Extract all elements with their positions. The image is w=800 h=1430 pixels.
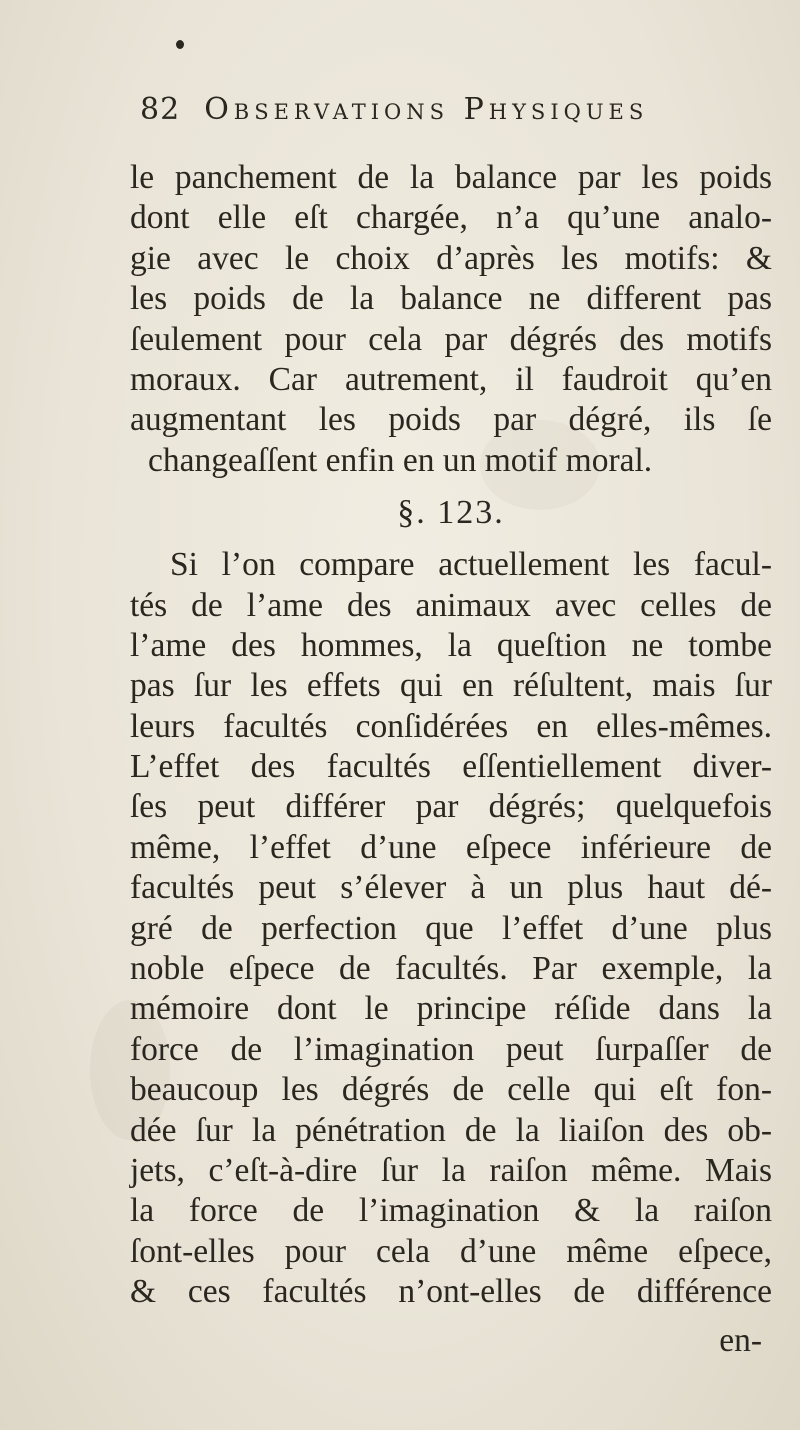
running-title: Observations Physiques <box>204 92 649 127</box>
text-line: augmentant les poids par dégré, ils ſe <box>130 401 772 439</box>
text-line: Si l’on compare actuellement les facul- <box>170 546 772 584</box>
text-line: & ces facultés n’ont-elles de différence <box>130 1273 772 1311</box>
text-line: tés de l’ame des animaux avec celles de <box>130 586 772 624</box>
text-line: L’effet des facultés eſſentiellement diver- <box>130 748 772 786</box>
text-line: moraux. Car autrement, il faudroit qu’en <box>130 360 772 398</box>
text-line: gré de perfection que l’effet d’une plus <box>130 909 772 947</box>
text-line: ſeulement pour cela par dégrés des motifs <box>130 320 772 358</box>
text-line: jets, c’eſt-à-dire ſur la raiſon même. Mais <box>130 1151 772 1189</box>
text-line: même, l’effet d’une eſpece inférieure de <box>130 828 772 866</box>
text-line: changeaſſent enfin en un motif moral. <box>148 441 653 479</box>
page-header <box>140 92 780 142</box>
text-line: beaucoup les dégrés de celle qui eſt fon- <box>130 1071 772 1109</box>
text-line: mémoire dont le principe réſide dans la <box>130 990 772 1028</box>
text-line: les poids de la balance ne different pas <box>130 280 772 318</box>
text-line: force de l’imagination peut ſurpaſſer de <box>130 1030 772 1068</box>
body-text <box>130 158 772 1313</box>
text-line: noble eſpece de facultés. Par exemple, la <box>130 950 772 988</box>
page-number: 82 <box>140 92 181 127</box>
text-line: facultés peut s’élever à un plus haut dé- <box>130 869 772 907</box>
text-line: le panchement de la balance par les poids <box>130 159 772 196</box>
text-line: ſes peut différer par dégrés; quelquefois <box>130 788 772 826</box>
text-line: dont elle eſt chargée, n’a qu’une analo- <box>130 199 772 237</box>
printer-mark <box>176 40 184 49</box>
text-line: leurs facultés conſidérées en elles-mêmes. <box>130 707 772 745</box>
catchword: en- <box>719 1322 762 1359</box>
text-line: la force de l’imagination & la raiſon <box>130 1192 772 1230</box>
section-heading: §. 123. <box>397 494 505 532</box>
text-line: dée ſur la pénétration de la liaiſon des ob- <box>130 1111 772 1149</box>
text-line: l’ame des hommes, la queſtion ne tombe <box>130 626 772 664</box>
text-line: ſont-elles pour cela d’une même eſpece, <box>130 1232 772 1270</box>
text-line: pas ſur les effets qui en réſultent, mais ſur <box>130 667 772 705</box>
text-line: gie avec le choix d’après les motifs: & <box>130 239 772 277</box>
